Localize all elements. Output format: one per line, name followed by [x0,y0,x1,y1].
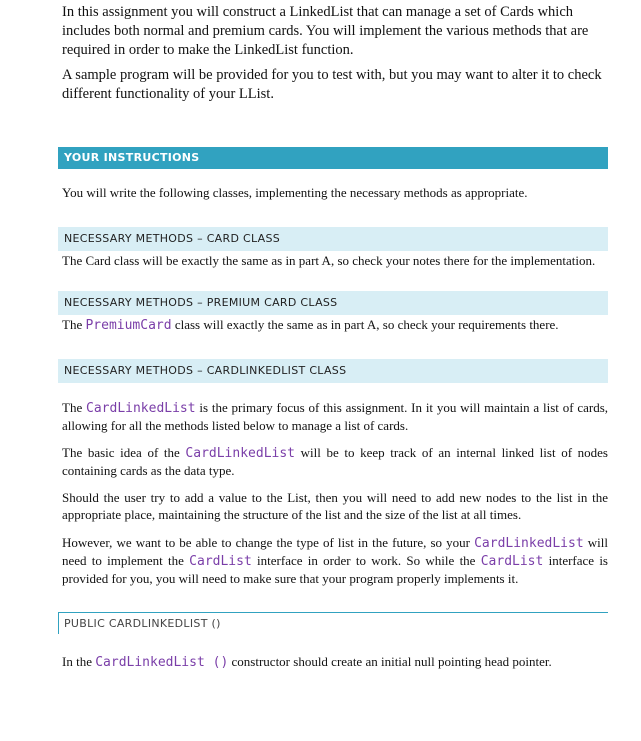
intro-section [62,3,608,60]
p4-a: However, we want to be able to change the type of list in the future, so your [62,535,475,550]
intro-section-2 [62,66,608,104]
cardlinkedlist-paragraph-4-block [62,534,608,587]
cardlinkedlist-class-heading: NECESSARY METHODS – CARDLINKEDLIST CLASS [58,359,608,383]
constructor-text-before: In the [62,654,96,669]
card-class-section [62,252,608,269]
premium-card-class-heading: NECESSARY METHODS – PREMIUM CARD CLASS [58,291,608,315]
premium-text-before: The [62,317,86,332]
intro-paragraph-2: A sample program will be provided for you to test with, but you may want to alter it to check different functionality of your LList. [62,67,602,102]
p1-after: is the primary focus of this assignment. In it you will maintain a list of cards, allowing for all the methods listed below to manage a list of cards. [62,400,608,433]
cardlinkedlist-paragraph-3-block [62,489,608,523]
constructor-text [62,653,608,671]
premium-text-after: class will exactly the same as in part A, so check your requirements there. [171,317,559,332]
intro-paragraph-1: In this assignment you will construct a LinkedList that can manage a set of Cards which includes both normal and premium cards. You will implement the various methods that are required in order to make the LinkedList function. [62,4,589,58]
p4-c: interface in order to work. So while the [251,553,481,568]
constructor-text-after: constructor should create an initial null pointing head pointer. [228,654,552,669]
p4-d: interface is provided for you, you will need to make sure that your program properly implements it. [62,553,608,586]
p4-b: will need to implement the [62,535,608,568]
cardlinkedlist-paragraph-3: Should the user try to add a value to the List, then you will need to add new nodes to the list in the appropriate place, maintaining the structure of the list and the size of the list at all times. [62,490,608,522]
constructor-section [62,653,608,671]
instructions-text: You will write the following classes, implementing the necessary methods as appropriate. [62,185,528,200]
cardlinkedlist-paragraph-1 [62,399,608,434]
p4-code-2: CardList [189,554,252,569]
card-class-heading: NECESSARY METHODS – CARD CLASS [58,227,608,251]
p1-before: The [62,400,87,415]
p2-after: will be to keep track of an internal linked list of nodes containing cards as the data type. [62,445,608,478]
cardlinkedlist-paragraph-2-block [62,444,608,479]
instructions-section [62,184,608,201]
p2-before: The basic idea of the [62,445,186,460]
your-instructions-heading: YOUR INSTRUCTIONS [58,147,608,169]
cardlinkedlist-paragraph-2 [62,444,608,479]
premium-card-class-section [62,316,608,334]
cardlinkedlist-paragraph-4 [62,534,608,587]
p4-code-1: CardLinkedList [474,536,584,551]
constructor-code: CardLinkedList () [95,655,229,670]
p1-code: CardLinkedList [86,401,196,416]
constructor-heading: PUBLIC CARDLINKEDLIST () [58,612,608,634]
cardlinkedlist-paragraph-1-block [62,399,608,434]
p4-code-3: CardList [480,554,544,569]
card-class-text: The Card class will be exactly the same as in part A, so check your notes there for the implementation. [62,253,596,268]
premium-card-class-text [62,316,608,334]
premium-card-code: PremiumCard [85,318,172,333]
p2-code: CardLinkedList [185,446,295,461]
